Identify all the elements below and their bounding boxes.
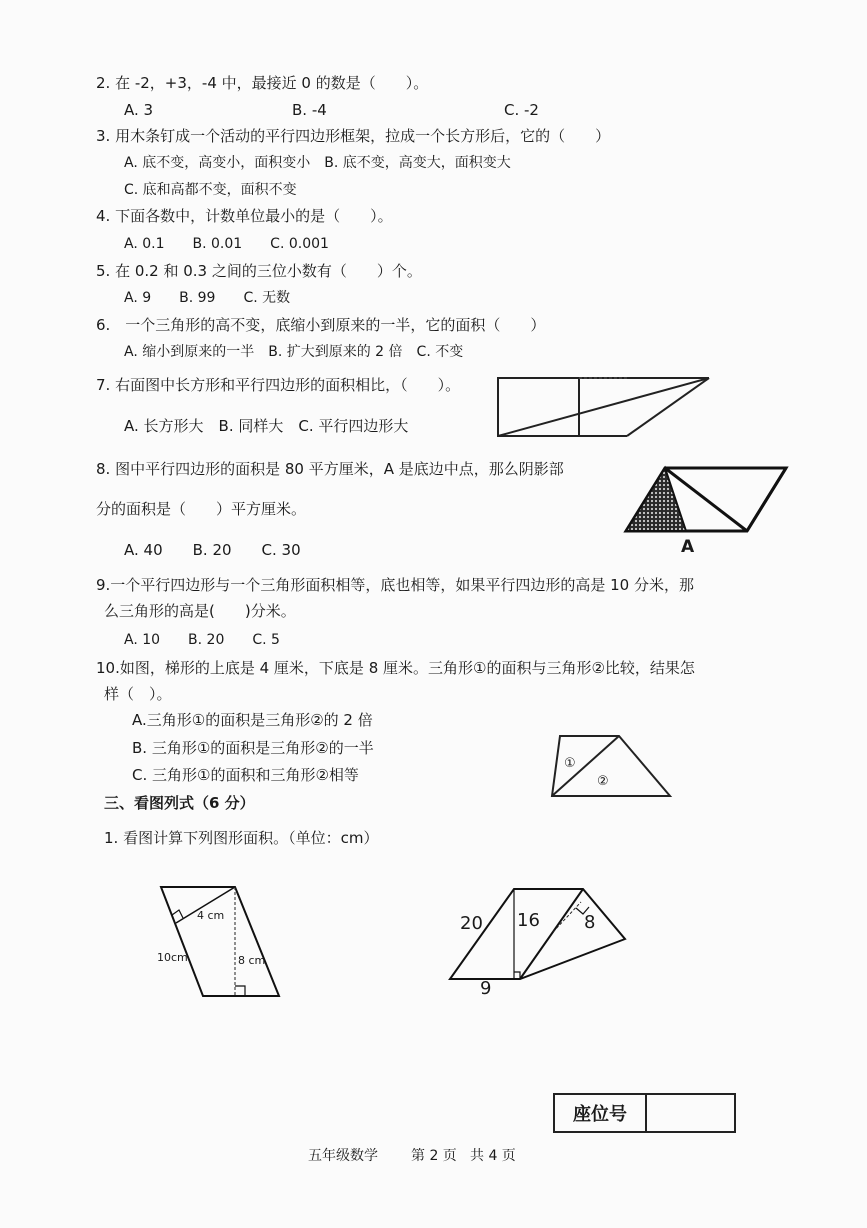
q8-options: A. 40 B. 20 C. 30	[124, 541, 301, 559]
para-height-right-label: 8 cm	[238, 954, 266, 967]
q7-rect-parallelogram-figure	[497, 376, 712, 440]
q3-options-line1: A. 底不变，高变小，面积变小 B. 底不变，高变大，面积变大	[124, 155, 511, 171]
q6-stem: 6. 一个三角形的高不变，底缩小到原来的一半，它的面积（ ）	[96, 316, 546, 334]
q10-option-a: A.三角形①的面积是三角形②的 2 倍	[132, 711, 373, 729]
q10-triangle-2-label: ②	[597, 774, 609, 789]
q6-options: A. 缩小到原来的一半 B. 扩大到原来的 2 倍 C. 不变	[124, 344, 464, 360]
q5-stem: 5. 在 0.2 和 0.3 之间的三位小数有（ ）个。	[96, 262, 422, 280]
q8-stem-line1: 8. 图中平行四边形的面积是 80 平方厘米，A 是底边中点，那么阴影部	[96, 460, 564, 478]
q10-triangle-1-label: ①	[564, 756, 576, 771]
q3-stem: 3. 用木条钉成一个活动的平行四边形框架，拉成一个长方形后，它的（ ）	[96, 127, 611, 145]
section3-q1: 1. 看图计算下列图形面积。（单位：cm）	[104, 829, 379, 847]
seat-number-box	[553, 1093, 736, 1133]
footer-page: 第 2 页	[411, 1148, 457, 1164]
q10-option-b: B. 三角形①的面积是三角形②的一半	[132, 739, 374, 757]
q9-stem-line2: 么三角形的高是( )分米。	[104, 602, 296, 620]
q10-stem-line2: 样（ ）。	[104, 685, 172, 703]
seat-number-label: 座位号	[555, 1095, 647, 1131]
q7-options: A. 长方形大 B. 同样大 C. 平行四边形大	[124, 417, 409, 435]
q2-option-a: A. 3	[124, 101, 154, 119]
q10-option-c: C. 三角形①的面积和三角形②相等	[132, 766, 359, 784]
tri-side-label: 20	[460, 913, 483, 934]
section3-title: 三、看图列式（6 分）	[104, 794, 255, 812]
q2-option-c: C. -2	[504, 101, 539, 119]
q9-stem-line1: 9.一个平行四边形与一个三角形面积相等，底也相等，如果平行四边形的高是 10 分米，那	[96, 576, 694, 594]
para-height-top-label: 4 cm	[197, 909, 225, 922]
seat-number-value[interactable]	[647, 1095, 734, 1131]
q5-options: A. 9 B. 99 C. 无数	[124, 290, 291, 306]
q2-stem: 2. 在 -2，+3，-4 中，最接近 0 的数是（ ）。	[96, 74, 429, 92]
q10-stem-line1: 10.如图，梯形的上底是 4 厘米，下底是 8 厘米。三角形①的面积与三角形②比较，结果怎	[96, 659, 695, 677]
triangle-figure	[447, 886, 629, 982]
q4-stem: 4. 下面各数中，计数单位最小的是（ ）。	[96, 207, 393, 225]
q9-options: A. 10 B. 20 C. 5	[124, 632, 280, 648]
q8-parallelogram-figure	[622, 463, 792, 535]
tri-small-height-label: 8	[584, 912, 596, 933]
tri-height-label: 16	[517, 910, 540, 931]
q7-stem: 7. 右面图中长方形和平行四边形的面积相比，（ ）。	[96, 376, 461, 394]
q4-options: A. 0.1 B. 0.01 C. 0.001	[124, 236, 329, 252]
q8-point-a-label: A	[681, 537, 695, 557]
footer-subject: 五年级数学	[308, 1148, 378, 1164]
para-side-label: 10cm	[157, 951, 188, 964]
q2-option-b: B. -4	[292, 101, 327, 119]
footer-total: 共 4 页	[470, 1148, 516, 1164]
q3-options-line2: C. 底和高都不变，面积不变	[124, 182, 297, 198]
tri-base-label: 9	[480, 978, 492, 999]
q8-stem-line2: 分的面积是（ ）平方厘米。	[96, 500, 307, 518]
parallelogram-figure	[158, 884, 284, 1000]
